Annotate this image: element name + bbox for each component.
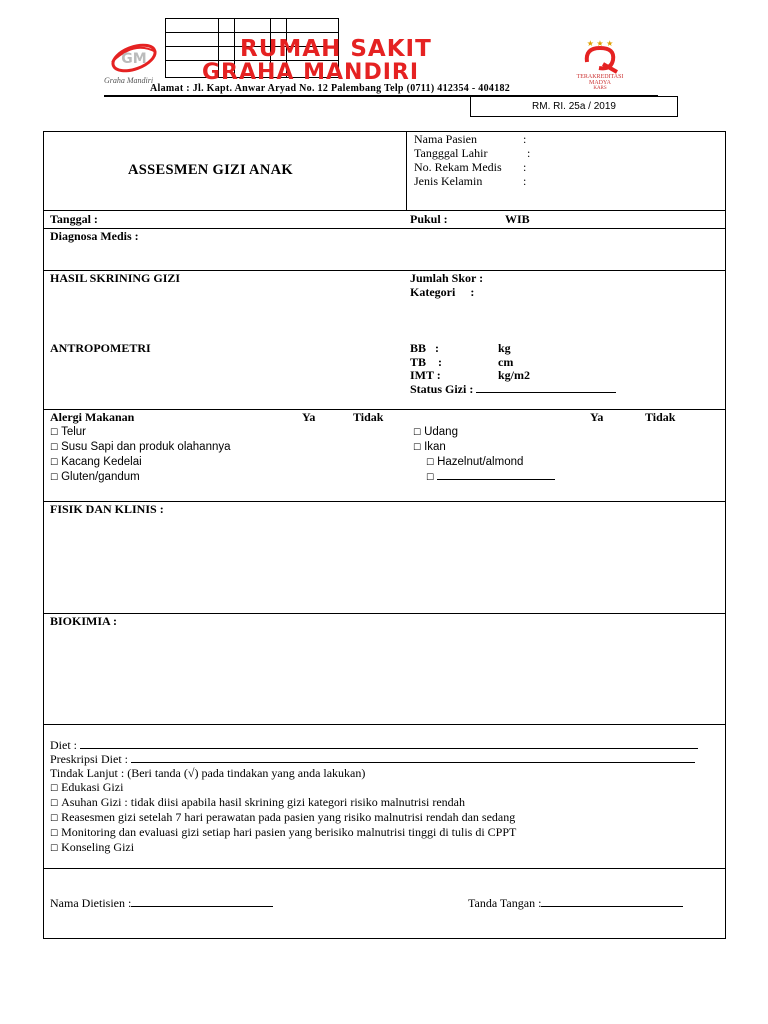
allergy-nuts[interactable]: ☐ Hazelnut/almond <box>426 456 524 468</box>
title-divider <box>406 131 407 211</box>
allergy-shrimp[interactable]: ☐ Udang <box>413 426 458 438</box>
checkbox-icon[interactable]: ☐ <box>413 443 422 453</box>
tb-unit: cm <box>498 355 514 369</box>
checkbox-icon[interactable]: ☐ <box>50 443 59 453</box>
followup-item[interactable]: ☐ Edukasi Gizi <box>50 780 124 794</box>
dietitian-field[interactable] <box>131 896 273 907</box>
allergy-gluten[interactable]: ☐ Gluten/gandum <box>50 471 140 483</box>
allergy-label: Alergi Makanan <box>50 410 135 424</box>
svg-text:GM: GM <box>121 51 147 67</box>
status-gizi-field[interactable] <box>476 382 616 393</box>
allergy-soy[interactable]: ☐ Kacang Kedelai <box>50 456 142 468</box>
accreditation-logo <box>565 38 635 94</box>
form-title: ASSESMEN GIZI ANAK <box>128 162 293 178</box>
patient-name-label: Nama Pasien <box>414 132 477 146</box>
checkbox-icon[interactable]: ☐ <box>50 844 59 854</box>
checkbox-icon[interactable]: ☐ <box>50 829 59 839</box>
allergy-other[interactable] <box>426 469 555 484</box>
svg-text:★ ★ ★: ★ ★ ★ <box>586 39 614 48</box>
followup-item[interactable]: ☐ Reasesmen gizi setelah 7 hari perawatan pada pasien yang risiko malnutrisi rendah dan sedang <box>50 810 516 824</box>
hospital-logo <box>104 40 164 84</box>
checkbox-icon[interactable]: ☐ <box>50 473 59 483</box>
date-label: Tanggal : <box>50 212 98 226</box>
hospital-address: Alamat : Jl. Kapt. Anwar Aryad No. 12 Palembang Telp (0711) 412354 - 404182 <box>150 83 511 94</box>
hospital-name-line2: GRAHA MANDIRI <box>202 60 420 85</box>
biochem-label: BIOKIMIA : <box>50 614 118 628</box>
accreditation-text: TERAKREDITASI MADYA <box>576 74 624 86</box>
logo-caption: Graha Mandiri <box>104 76 154 85</box>
diet-label: Diet : <box>50 738 77 752</box>
imt-label: IMT : <box>410 368 441 382</box>
allergy-no-right: Tidak <box>645 410 676 424</box>
checkbox-icon[interactable]: ☐ <box>50 428 59 438</box>
followup-item[interactable]: ☐ Monitoring dan evaluasi gizi setiap hari pasien yang berisiko malnutrisi tinggi di tulis di CPPT <box>50 825 517 839</box>
signature-label: Tanda Tangan : <box>468 896 542 910</box>
checkbox-icon[interactable]: ☐ <box>50 458 59 468</box>
row-divider-6 <box>43 613 726 614</box>
imt-unit: kg/m2 <box>498 368 531 382</box>
patient-record-label: No. Rekam Medis <box>414 160 502 174</box>
patient-gender-colon: : <box>523 174 527 188</box>
checkbox-icon[interactable]: ☐ <box>50 784 59 794</box>
score-label: Jumlah Skor : <box>410 271 484 285</box>
physical-label: FISIK DAN KLINIS : <box>50 502 164 516</box>
anthropometry-label: ANTROPOMETRI <box>50 341 151 355</box>
signature-field[interactable] <box>541 896 683 907</box>
patient-gender-label: Jenis Kelamin <box>414 174 483 188</box>
prescription-label: Preskripsi Diet : <box>50 752 128 766</box>
row-divider-8 <box>43 868 726 869</box>
patient-name-colon: : <box>523 132 527 146</box>
allergy-fish[interactable]: ☐ Ikan <box>413 441 446 453</box>
allergy-no-left: Tidak <box>353 410 384 424</box>
allergy-egg[interactable]: ☐ Telur <box>50 426 87 438</box>
tb-label: TB : <box>410 355 443 369</box>
diet-field[interactable] <box>80 738 698 749</box>
status-gizi-row <box>410 382 616 397</box>
allergy-milk[interactable]: ☐ Susu Sapi dan produk olahannya <box>50 441 231 453</box>
row-divider-7 <box>43 724 726 725</box>
dietitian-label: Nama Dietisien : <box>50 896 132 910</box>
diet-row <box>50 738 698 753</box>
category-label: Kategori : <box>410 285 475 299</box>
dietitian-row <box>50 896 273 911</box>
bb-label: BB : <box>410 341 440 355</box>
patient-dob-label: Tangggal Lahir <box>414 146 488 160</box>
hospital-name-line1: RUMAH SAKIT <box>240 36 432 62</box>
allergy-yes-left: Ya <box>302 410 316 424</box>
followup-item[interactable]: ☐ Konseling Gizi <box>50 840 135 854</box>
checkbox-icon[interactable]: ☐ <box>50 799 59 809</box>
bb-unit: kg <box>498 341 511 355</box>
allergy-yes-right: Ya <box>590 410 604 424</box>
followup-label: Tindak Lanjut : (Beri tanda (√) pada tindakan yang anda lakukan) <box>50 766 366 780</box>
checkbox-icon[interactable]: ☐ <box>413 428 422 438</box>
checkbox-icon[interactable]: ☐ <box>426 458 435 468</box>
patient-record-colon: : <box>523 160 527 174</box>
status-gizi-label: Status Gizi : <box>410 382 474 396</box>
patient-dob-colon: : <box>527 146 531 160</box>
allergy-other-field[interactable] <box>437 469 555 480</box>
signature-row <box>468 896 683 911</box>
time-unit: WIB <box>505 212 530 226</box>
row-divider-2 <box>43 228 726 229</box>
row-divider-4 <box>43 409 726 410</box>
followup-item[interactable]: ☐ Asuhan Gizi : tidak diisi apabila hasil skrining gizi kategori risiko malnutrisi rendah <box>50 795 465 809</box>
screening-label: HASIL SKRINING GIZI <box>50 271 181 285</box>
form-code-box <box>470 96 678 117</box>
form-code: RM. RI. 25a / 2019 <box>532 101 616 112</box>
diagnosis-label: Diagnosa Medis : <box>50 229 139 243</box>
row-divider-1 <box>43 210 726 211</box>
prescription-row <box>50 752 695 767</box>
checkbox-icon[interactable]: ☐ <box>426 473 435 483</box>
prescription-field[interactable] <box>131 752 695 763</box>
checkbox-icon[interactable]: ☐ <box>50 814 59 824</box>
time-label: Pukul : <box>410 212 448 226</box>
accreditation-sub: KARS <box>593 86 607 91</box>
